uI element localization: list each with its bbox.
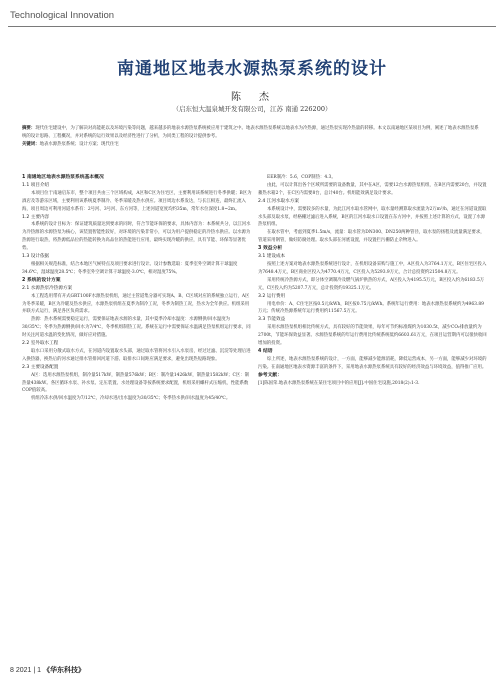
body-paragraph: 在取水管中，考虑到夏季1.5m/s，流量：取水管为DN300、DN250两种管径，取水泵的扬程及流量满足要求，管道采用钢管，做好防腐处理。取水头部在河底设置，并设置拦污栅防止杂物进入。 xyxy=(258,230,485,244)
body-paragraph: 本项目位于南通启东市，整个项目共由三个区域构成，A区和C区为住宅区，主要利用该系统进行冬季供暖；B区为酒店及等游乐区域，主要利用该系统夏季制冷、冬季采暖及热水供应。项目周边水系发达，与长江相连，最终汇流入海，项目周边可利用河道水系有：2号河、3号河、东方河等，上述河道宽度均约35m，常年水位深度1.8~2m。 xyxy=(22,190,252,212)
reference-item: [1]陈国荣.地表水源热泵系统在某住宅项目中的应用[J].中国住宅设施,2018(2):1-3. xyxy=(258,380,420,386)
paper-affiliation: （启东恒大温泉城开发有限公司，江苏 南通 226200） xyxy=(172,105,332,113)
subsection-heading: 2.2 室外取水工程 xyxy=(22,341,59,347)
subsection-heading: 1.1 项目介绍 xyxy=(22,182,50,188)
footer-issue xyxy=(10,665,85,675)
body-paragraph: 本工程选用带有开式GRT100F水源热泵机组，通过主管道集分器可实现A、B、C区域对应的系统独立运行，A区为冬季采暖，B区为冷暖及热水供应，水源热泵机组在夏季为制冷工况，冬季为制热工况，热水为全年供应。机组采用并联方式运行，满足各区负荷需求。 xyxy=(22,293,250,315)
body-paragraph: 机组冷冻水供/回水温度为7/12℃，冷却水进/出水温度为30/35℃；冬季热水供/回水温度为45/40℃。 xyxy=(31,396,231,402)
subsection-heading: 2.4 江河水取水方案 xyxy=(258,198,299,204)
section-heading: 2 系统的设计方案 xyxy=(22,277,61,283)
section-heading: 参考文献： xyxy=(258,372,282,378)
body-paragraph: 采用传统冷热源方式，即分体空调制冷及燃气锅炉供热的方式，A区投入为4195.5万元，B区投入约为6183.5万元，C区投入约为5207.7万元，总计投资约19325.1万元。 xyxy=(258,277,485,291)
section-heading: 1 南通地区地表水源热泵系统基本概况 xyxy=(22,175,104,180)
section-heading: 3 效益分析 xyxy=(258,246,283,252)
page-footer xyxy=(8,665,496,679)
body-paragraph: A区：选用水源热泵机组，制冷量517kW，制热量576kW；B区：制冷量1426kW，制热量1582kW；C区：制热量438kW。各区循环水泵、补水泵、定压装置、水处理设备等按系统要求配置，机组采用螺杆式压缩机，性能系数COP值较高。 xyxy=(22,372,250,394)
page-header xyxy=(8,4,496,27)
subsection-heading: 2.3 主要设备配置 xyxy=(22,364,59,370)
footer-year: 2021 | 1 xyxy=(15,667,42,674)
body-paragraph: EER制冷：5.6，COP制热：4.3。 xyxy=(267,175,336,180)
subsection-heading: 1.3 设计依据 xyxy=(22,254,50,260)
body-column-right xyxy=(258,174,488,387)
subsection-heading: 2.1 水源热泵冷热源方案 xyxy=(22,285,73,291)
section-heading: 4 结语 xyxy=(258,348,273,354)
subsection-heading: 3.3 节能效益 xyxy=(258,317,286,323)
body-paragraph: 本系统设计中，需要较多的水量，为此江河水取水管网中，取水量经测算取水流量为2万m³/h，通过在河道设置取水头部及取水泵，经格栅过滤后进入系统，B区的江河水取水口设置在东方河中，并按照上述计算的方式，设置了水源热泵机组。 xyxy=(258,206,487,228)
abstract-block xyxy=(22,125,482,149)
abstract-label: 摘要： xyxy=(22,126,36,131)
body-paragraph: 根据相关规范标准，结合本地区气候特点及项目要求进行设计。设计参数选取：夏季室外空调计算干球温度34.6℃，湿球温度28.5℃；冬季室外空调计算干球温度-3.0℃，相对湿度75%。 xyxy=(22,261,238,275)
body-paragraph: 热源：热水系统需要稳定运行，需要保证地表水源的水量，其中夏季冷却水温度：水源侧供/回水温度为30/35℃；冬季为热源侧供/回水为7/4℃，冬季机组制热工况。系统在运行中需要保证水温满足热泵机组运行要求，同时关注河道水温的变化情况，做好应对措施。 xyxy=(22,317,251,339)
keywords-text: 地表水源热泵系统；设计方案；现代住宅 xyxy=(39,142,119,147)
body-column-left xyxy=(22,174,252,403)
paper-title: 南通地区地表水源热泵系统的设计 xyxy=(117,59,387,79)
paper-author: 陈 杰 xyxy=(231,92,273,103)
body-paragraph: 按照上述方案对地表水源热泵系统进行设计，在机组设备采购与施工中，A区投入为3764.1万元，B区住宅区投入为7648.4万元，B区商业区投入为4770.4万元，C区投入为5293.9万元，合计总投资约21504.8万元。 xyxy=(258,261,487,275)
footer-journal: 《华东科技》 xyxy=(43,665,85,674)
subsection-heading: 1.2 主要内容 xyxy=(22,214,50,220)
abstract-text: 现代住宅建设中，为了解决对高能耗以及环境污染等问题，越来越多的地表水源热泵系统被应用于建筑之中。地表水源热泵系统以地表水为冷热源，通过热泵实现冷热量的转移。本文以南通地区某项目为例，阐述了地表水源热泵系统的设计思路、工程概况，并对系统的运行效果以及经济性进行了分析，为同类工程的设计提供参考。 xyxy=(22,126,479,139)
journal-name: Technological Innovation xyxy=(10,10,115,21)
body-paragraph: 用电单价：A、C住宅区按0.5元/kWh，B区按0.75元/kWh。系统年运行费用：地表水源热泵系统约为4963.89万元；传统冷热源系统年运行费用约11567.5万元。 xyxy=(258,301,484,315)
body-paragraph: 采用水源热泵机组相比传统方式，具有较好的节能效果，每年可节约标准煤约为1030.5t，减少CO₂排放量约为2700t，节能环保效益显著。水源热泵系统的年运行费用比传统系统低约6603.61万元，在项目运营期内可以很快收回增加的投资。 xyxy=(258,325,487,347)
body-paragraph: 由此，可以计算出各个区域所需要的设备数量，其中在A区，需要12台水源热泵机组，在B区内需要20台，并设置蓄热水箱2个，在C区内需要8台，总计40台。机组能效满足设计要求。 xyxy=(258,182,487,196)
subsection-heading: 3.2 运行费用 xyxy=(258,293,286,299)
keywords-label: 关键词： xyxy=(22,142,40,147)
body-paragraph: 取水口采用分散式取水方式，在河道内设置取水头部，通过取水管将河水引入水泵房，经过过滤、沉淀等处理后进入换热器，换热后的河水通过排水管排回河道下游。取排水口间距应满足要求，避免出现热短路现象。 xyxy=(22,348,251,362)
subsection-heading: 3.1 建设成本 xyxy=(258,254,286,260)
body-paragraph: 本系统的设计目标为：保证建筑质量达到要求的同时，符合节能环保的要求，具体内容为：本系统共分，以江河水为冷热源的水源热泵为核心，该装置智能性较好，对环境的污染非常小，可以为用户提供稳定的冷热水供应。以水源为热源进行取热，将热源低品位的热能转换为高品位的热能进行应用，最终实现冷暖的供应，具有节能、环保等显著优势。 xyxy=(22,222,251,252)
body-paragraph: 综上所述，地表水源热泵系统的设计，一方面，能够减少能源消耗，降低运营成本，另一方面，能够减少对环境的污染。在南通地区地表水资源丰富的条件下，采用地表水源热泵系统具有较好的经济效益与环境效益，值得推广应用。 xyxy=(258,356,487,370)
keywords xyxy=(22,141,482,149)
footer-page-number: 8 xyxy=(10,667,14,674)
abstract xyxy=(22,125,482,141)
